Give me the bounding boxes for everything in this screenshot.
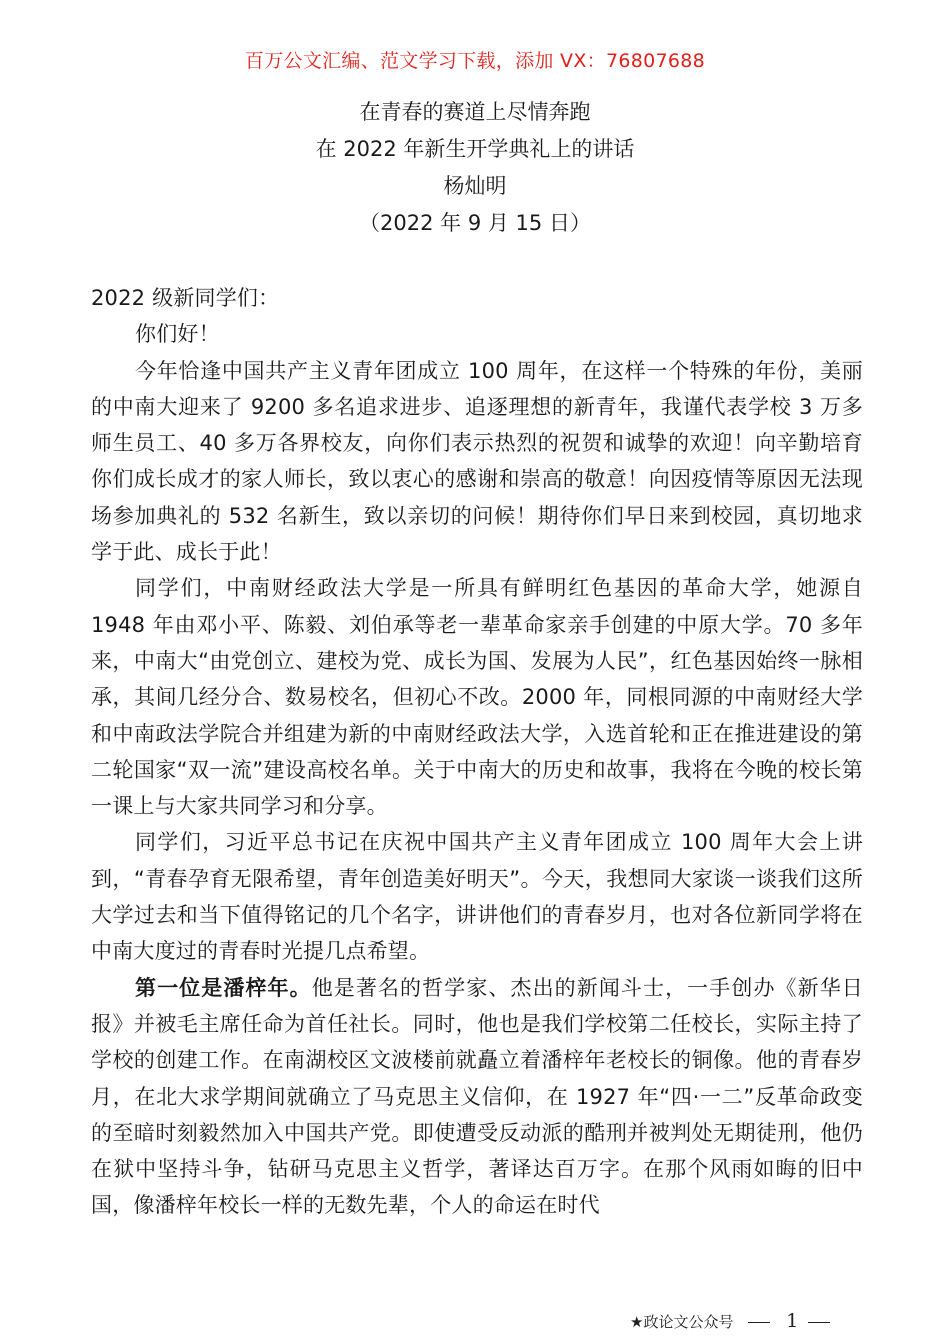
page-footer: [630, 1310, 840, 1332]
paragraph-1: 今年恰逢中国共产主义青年团成立 100 周年，在这样一个特殊的年份，美丽的中南大迎来了 9200 多名追求进步、追逐理想的新青年，我谨代表学校 3 万多师生员工、40 多万各界校友，向你们表示热烈的祝贺和诚挚的欢迎！向辛勤培育你们成长成才的家人师长，致以衷心的感谢和崇高的敬意！向因疫情等原因无法现场参加典礼的 532 名新生，致以亲切的问候！期待你们早日来到校园，真切地求学于此、成长于此！: [91, 358, 863, 565]
speech-subtitle: 在 2022 年新生开学典礼上的讲话: [315, 137, 635, 161]
speech-date: （2022 年 9 月 15 日）: [359, 211, 591, 235]
footer-dash-left: [748, 1322, 770, 1323]
salutation: 2022 级新同学们：: [91, 286, 280, 310]
speech-title: 在青春的赛道上尽情奔跑: [359, 100, 591, 124]
greeting: 你们好！: [135, 322, 220, 347]
speech-body: [91, 280, 863, 1224]
page-number: 1: [786, 1310, 799, 1332]
speech-author: 杨灿明: [443, 174, 507, 198]
title-block: [0, 94, 950, 242]
watermark-banner: 百万公文汇编、范文学习下载，添加 VX：76807688: [244, 50, 706, 72]
paragraph-3: 同学们，习近平总书记在庆祝中国共产主义青年团成立 100 周年大会上讲到，“青春孕育无限希望，青年创造美好明天”。今天，我想同大家谈一谈我们这所大学过去和当下值得铭记的几个名字，讲讲他们的青春岁月，也对各位新同学将在中南大度过的青春时光提几点希望。: [91, 830, 863, 964]
paragraph-4-text: 他是著名的哲学家、杰出的新闻斗士，一手创办《新华日报》并被毛主席任命为首任社长。同时，他也是我们学校第二任校长，实际主持了学校的创建工作。在南湖校区文波楼前就矗立着潘梓年老校长的铜像。他的青春岁月，在北大求学期间就确立了马克思主义信仰，在 1927 年“四·一二”反革命政变的至暗时刻毅然加入中国共产党。即使遭受反动派的酷刑并被判处无期徒刑，他仍在狱中坚持斗争，钻研马克思主义哲学，著译达百万字。在那个风雨如晦的旧中国，像潘梓年校长一样的无数先辈，个人的命运在时代: [91, 975, 863, 1218]
paragraph-2: 同学们，中南财经政法大学是一所具有鲜明红色基因的革命大学，她源自 1948 年由邓小平、陈毅、刘伯承等老一辈革命家亲手创建的中原大学。70 多年来，中南大“由党创立、建校为党、成长为国、发展为人民”，红色基因始终一脉相承，其间几经分合、数易校名，但初心不改。2000 年，同根同源的中南财经大学和中南政法学院合并组建为新的中南财经政法大学，入选首轮和正在推进建设的第二轮国家“双一流”建设高校名单。关于中南大的历史和故事，我将在今晚的校长第一课上与大家共同学习和分享。: [91, 576, 863, 819]
paragraph-4-lead: 第一位是潘梓年。: [135, 975, 312, 1000]
paragraph-4: [91, 970, 863, 1224]
footer-dash-right: [808, 1322, 830, 1323]
footer-label: ★政论文公众号: [630, 1313, 734, 1331]
